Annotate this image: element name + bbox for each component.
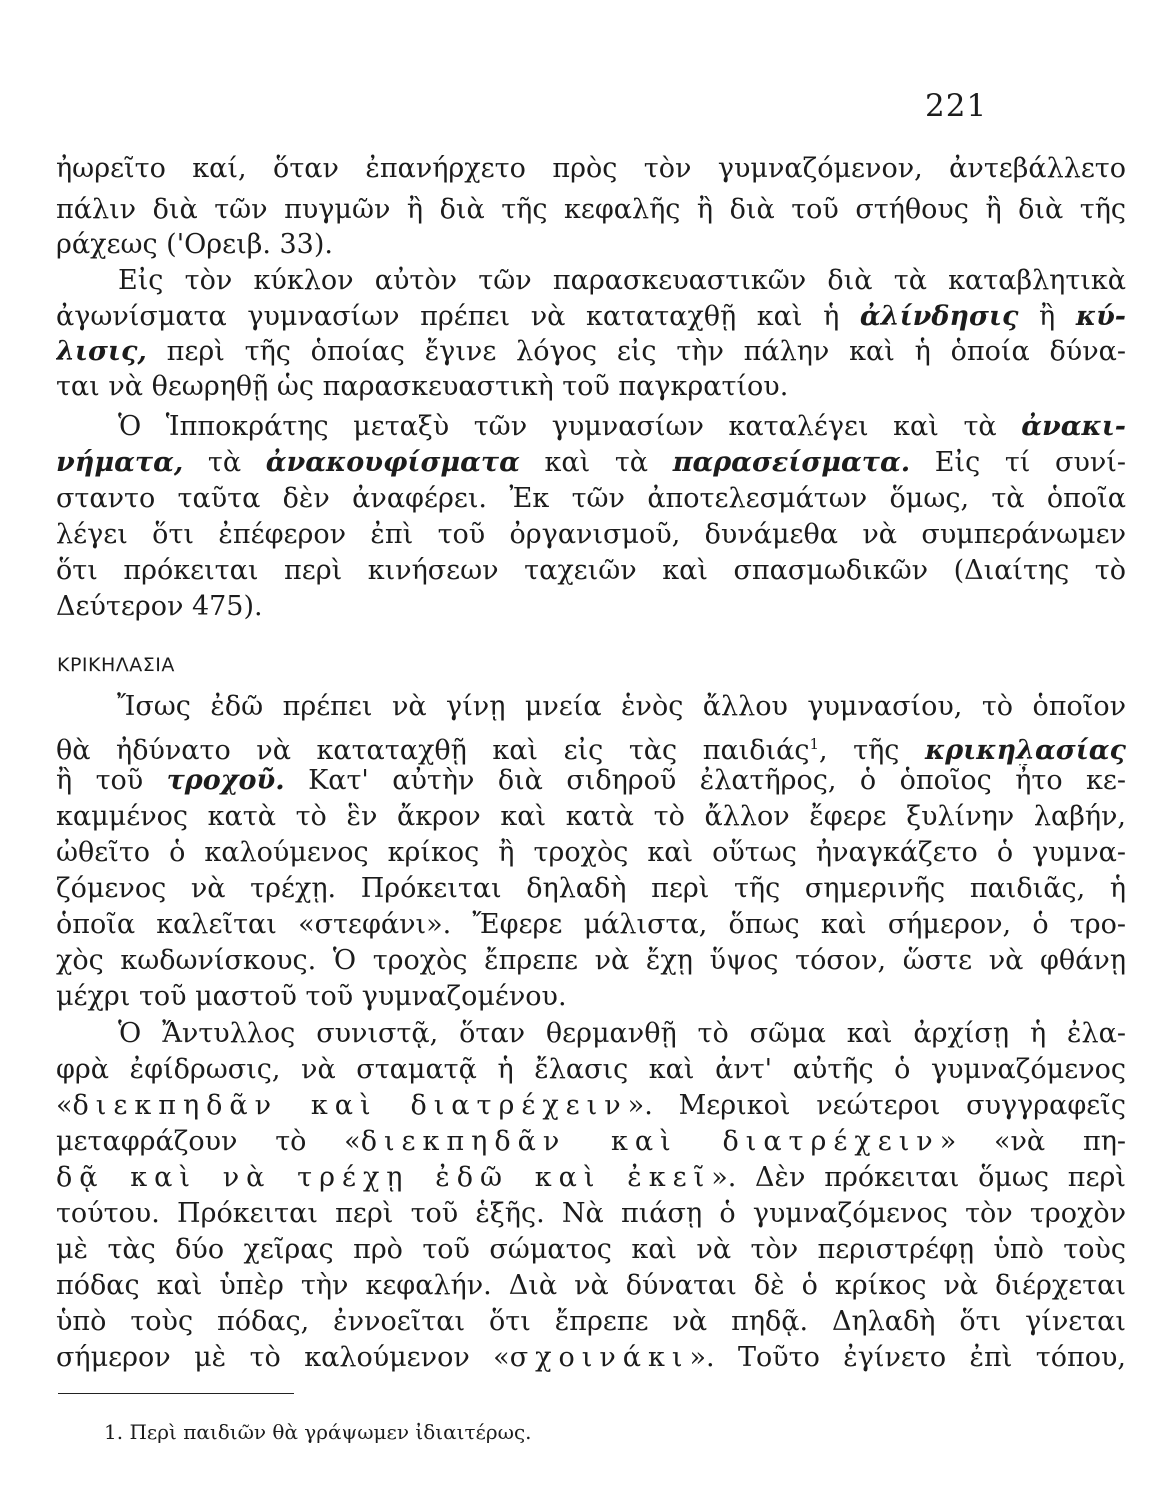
emphasis-term: νήματα, (56, 447, 184, 478)
text-span: Ὁ Ἄντυλλος συνιστᾷ, ὅταν θερμανθῇ τὸ σῶμα καὶ ἀρχίσῃ ἡ ἐλα- (118, 1018, 1126, 1049)
text-span: μέχρι τοῦ μαστοῦ τοῦ γυμναζομένου. (56, 981, 567, 1012)
text-line (118, 410, 1126, 444)
text-line (56, 1161, 1126, 1195)
emphasis-term: ἀλίνδησις (859, 301, 1019, 332)
spaced-quote: διεκπηδᾶν καὶ διατρέχειν (360, 1126, 940, 1157)
text-line (56, 1269, 1126, 1303)
text-span: ἢ τοῦ (56, 765, 167, 796)
footnote: 1. Περὶ παιδιῶν θὰ γράψωμεν ἰδιαιτέρως. (104, 1420, 532, 1444)
spaced-quote: σχοινάκι (509, 1342, 690, 1373)
text-line (56, 944, 1126, 978)
emphasis-term: ἀνακι- (1021, 411, 1126, 442)
text-span: ζόμενος νὰ τρέχῃ. Πρόκειται δηλαδὴ περὶ τῆς σημερινῆς παιδιᾶς, ἡ (56, 873, 1126, 904)
text-span: καμμένος κατὰ τὸ ἓν ἄκρον καὶ κατὰ τὸ ἄλλον ἔφερε ξυλίνην λαβήν, (56, 801, 1126, 832)
text-line (56, 764, 1126, 798)
text-span: ὑπὸ τοὺς πόδας, ἐννοεῖται ὅτι ἔπρεπε νὰ πηδᾷ. Δηλαδὴ ὅτι γίνεται (56, 1306, 1126, 1337)
text-line (56, 908, 1126, 942)
text-span: σήμερον μὲ τὸ καλούμενον « (56, 1342, 510, 1373)
text-span: λέγει ὅτι ἐπέφερον ἐπὶ τοῦ ὀργανισμοῦ, δυνάμεθα νὰ συμπεράνωμεν (56, 519, 1126, 550)
text-span: πόδας καὶ ὑπὲρ τὴν κεφαλήν. Διὰ νὰ δύναται δὲ ὁ κρίκος νὰ διέρχεται (56, 1270, 1126, 1301)
emphasis-term: παρασείσματα. (672, 447, 911, 478)
text-span: ». Δὲν πρόκειται ὅμως περὶ (711, 1162, 1126, 1193)
text-span: ἀγωνίσματα γυμνασίων πρέπει νὰ καταταχθῇ καὶ ἡ (56, 301, 860, 332)
text-line (56, 335, 1126, 369)
text-span: περὶ τῆς ὁποίας ἔγινε λόγος εἰς τὴν πάλην καὶ ἡ ὁποία δύνα- (146, 336, 1126, 367)
text-span: ». Τοῦτο ἐγίνετο ἐπὶ τόπου, (689, 1342, 1126, 1373)
text-span: ὅτι πρόκειται περὶ κινήσεων ταχειῶν καὶ σπασμωδικῶν (Διαίτης τὸ (56, 555, 1126, 586)
text-span: » «νὰ πη- (939, 1126, 1126, 1157)
text-line (56, 800, 1126, 834)
text-span: χὸς κωδωνίσκους. Ὁ τροχὸς ἔπρεπε νὰ ἔχῃ ὕψος τόσον, ὥστε νὰ φθάνῃ (56, 945, 1126, 976)
text-line (118, 1017, 1126, 1051)
text-span: , τῆς (819, 735, 925, 766)
text-span: μὲ τὰς δύο χεῖρας πρὸ τοῦ σώματος καὶ νὰ τὸν περιστρέφῃ ὑπὸ τοὺς (56, 1234, 1126, 1265)
text-line (56, 1233, 1126, 1267)
footnote-divider (58, 1393, 294, 1394)
text-span: τὰ (183, 447, 266, 478)
text-line (56, 193, 1126, 227)
text-line (56, 836, 1126, 870)
text-line (56, 482, 1126, 516)
text-line (56, 518, 1126, 552)
text-line (56, 370, 1126, 404)
text-line (56, 1125, 1126, 1159)
page-number: 221 (925, 88, 988, 124)
text-span: φρὰ ἐφίδρωσις, νὰ σταματᾷ ἡ ἔλασις καὶ ἀντ' αὐτῆς ὁ γυμναζόμενος (56, 1054, 1126, 1085)
text-line (56, 300, 1126, 334)
text-span: μεταφράζουν τὸ « (56, 1126, 361, 1157)
text-line (56, 1053, 1126, 1087)
spaced-quote: δᾷ καὶ νὰ τρέχῃ ἐδῶ καὶ ἐκεῖ (56, 1162, 712, 1193)
text-line (117, 690, 1126, 724)
text-span: θὰ ἠδύνατο νὰ καταταχθῇ καὶ εἰς τὰς παιδιάς (56, 735, 810, 766)
text-span: ται νὰ θεωρηθῇ ὡς παρασκευαστικὴ τοῦ παγκρατίου. (56, 371, 789, 402)
text-line (56, 1341, 1126, 1375)
text-span: Κατ' αὐτὴν διὰ σιδηροῦ ἐλατῆρος, ὁ ὁποῖος ἦτο κε- (284, 765, 1126, 796)
footnote-marker: 1 (809, 735, 820, 753)
spaced-quote: διεκπηδᾶν καὶ διατρέχειν (72, 1090, 628, 1121)
text-line (56, 727, 1126, 768)
text-span: Εἰς τὸν κύκλον αὐτὸν τῶν παρασκευαστικῶν διὰ τὰ καταβλητικὰ (118, 265, 1126, 296)
text-line (56, 152, 1126, 186)
text-line (56, 1089, 1126, 1123)
text-span: Εἰς τί συνί- (910, 447, 1126, 478)
text-line (118, 264, 1126, 298)
text-line (56, 554, 1126, 588)
emphasis-term: ἀνακουφίσματα (265, 447, 520, 478)
text-line (56, 1197, 1126, 1231)
emphasis-term: λισις, (56, 336, 147, 367)
text-span: τούτου. Πρόκειται περὶ τοῦ ἑξῆς. Νὰ πιάσῃ ὁ γυμναζόμενος τὸν τροχὸν (56, 1198, 1126, 1229)
text-span: ράχεως ('Ορειβ. 33). (56, 229, 333, 260)
text-line (56, 980, 1126, 1014)
text-span: ὁποῖα καλεῖται «στεφάνι». Ἔφερε μάλιστα, ὅπως καὶ σήμερον, ὁ τρο- (56, 909, 1126, 940)
text-line (56, 590, 1126, 624)
text-line (56, 446, 1126, 480)
section-heading: ΚΡΙΚΗΛΑΣΙΑ (57, 654, 175, 676)
text-span: σταντο ταῦτα δὲν ἀναφέρει. Ἐκ τῶν ἀποτελεσμάτων ὅμως, τὰ ὁποῖα (56, 483, 1126, 514)
emphasis-term: κρικηλασίας (924, 735, 1126, 766)
text-span: ἠωρεῖτο καί, ὅταν ἐπανήρχετο πρὸς τὸν γυμναζόμενον, ἀντεβάλλετο (56, 153, 1126, 184)
text-line (56, 1305, 1126, 1339)
emphasis-term: κύ- (1075, 301, 1126, 332)
text-span: Ἴσως ἐδῶ πρέπει νὰ γίνῃ μνεία ἑνὸς ἄλλου γυμνασίου, τὸ ὁποῖον (117, 691, 1126, 722)
text-span: πάλιν διὰ τῶν πυγμῶν ἢ διὰ τῆς κεφαλῆς ἢ διὰ τοῦ στήθους ἢ διὰ τῆς (56, 194, 1126, 225)
text-span: « (56, 1090, 73, 1121)
text-span: Δεύτερον 475). (56, 591, 263, 622)
text-span: καὶ τὰ (519, 447, 673, 478)
text-line (56, 872, 1126, 906)
text-span: ». Μερικοὶ νεώτεροι συγγραφεῖς (627, 1090, 1126, 1121)
emphasis-term: τροχοῦ. (166, 765, 285, 796)
text-span: ὠθεῖτο ὁ καλούμενος κρίκος ἢ τροχὸς καὶ οὕτως ἠναγκάζετο ὁ γυμνα- (56, 837, 1126, 868)
text-span: Ὁ Ἱπποκράτης μεταξὺ τῶν γυμνασίων καταλέγει καὶ τὰ (118, 411, 1022, 442)
text-span: ἢ (1018, 301, 1076, 332)
text-line (56, 228, 1126, 262)
